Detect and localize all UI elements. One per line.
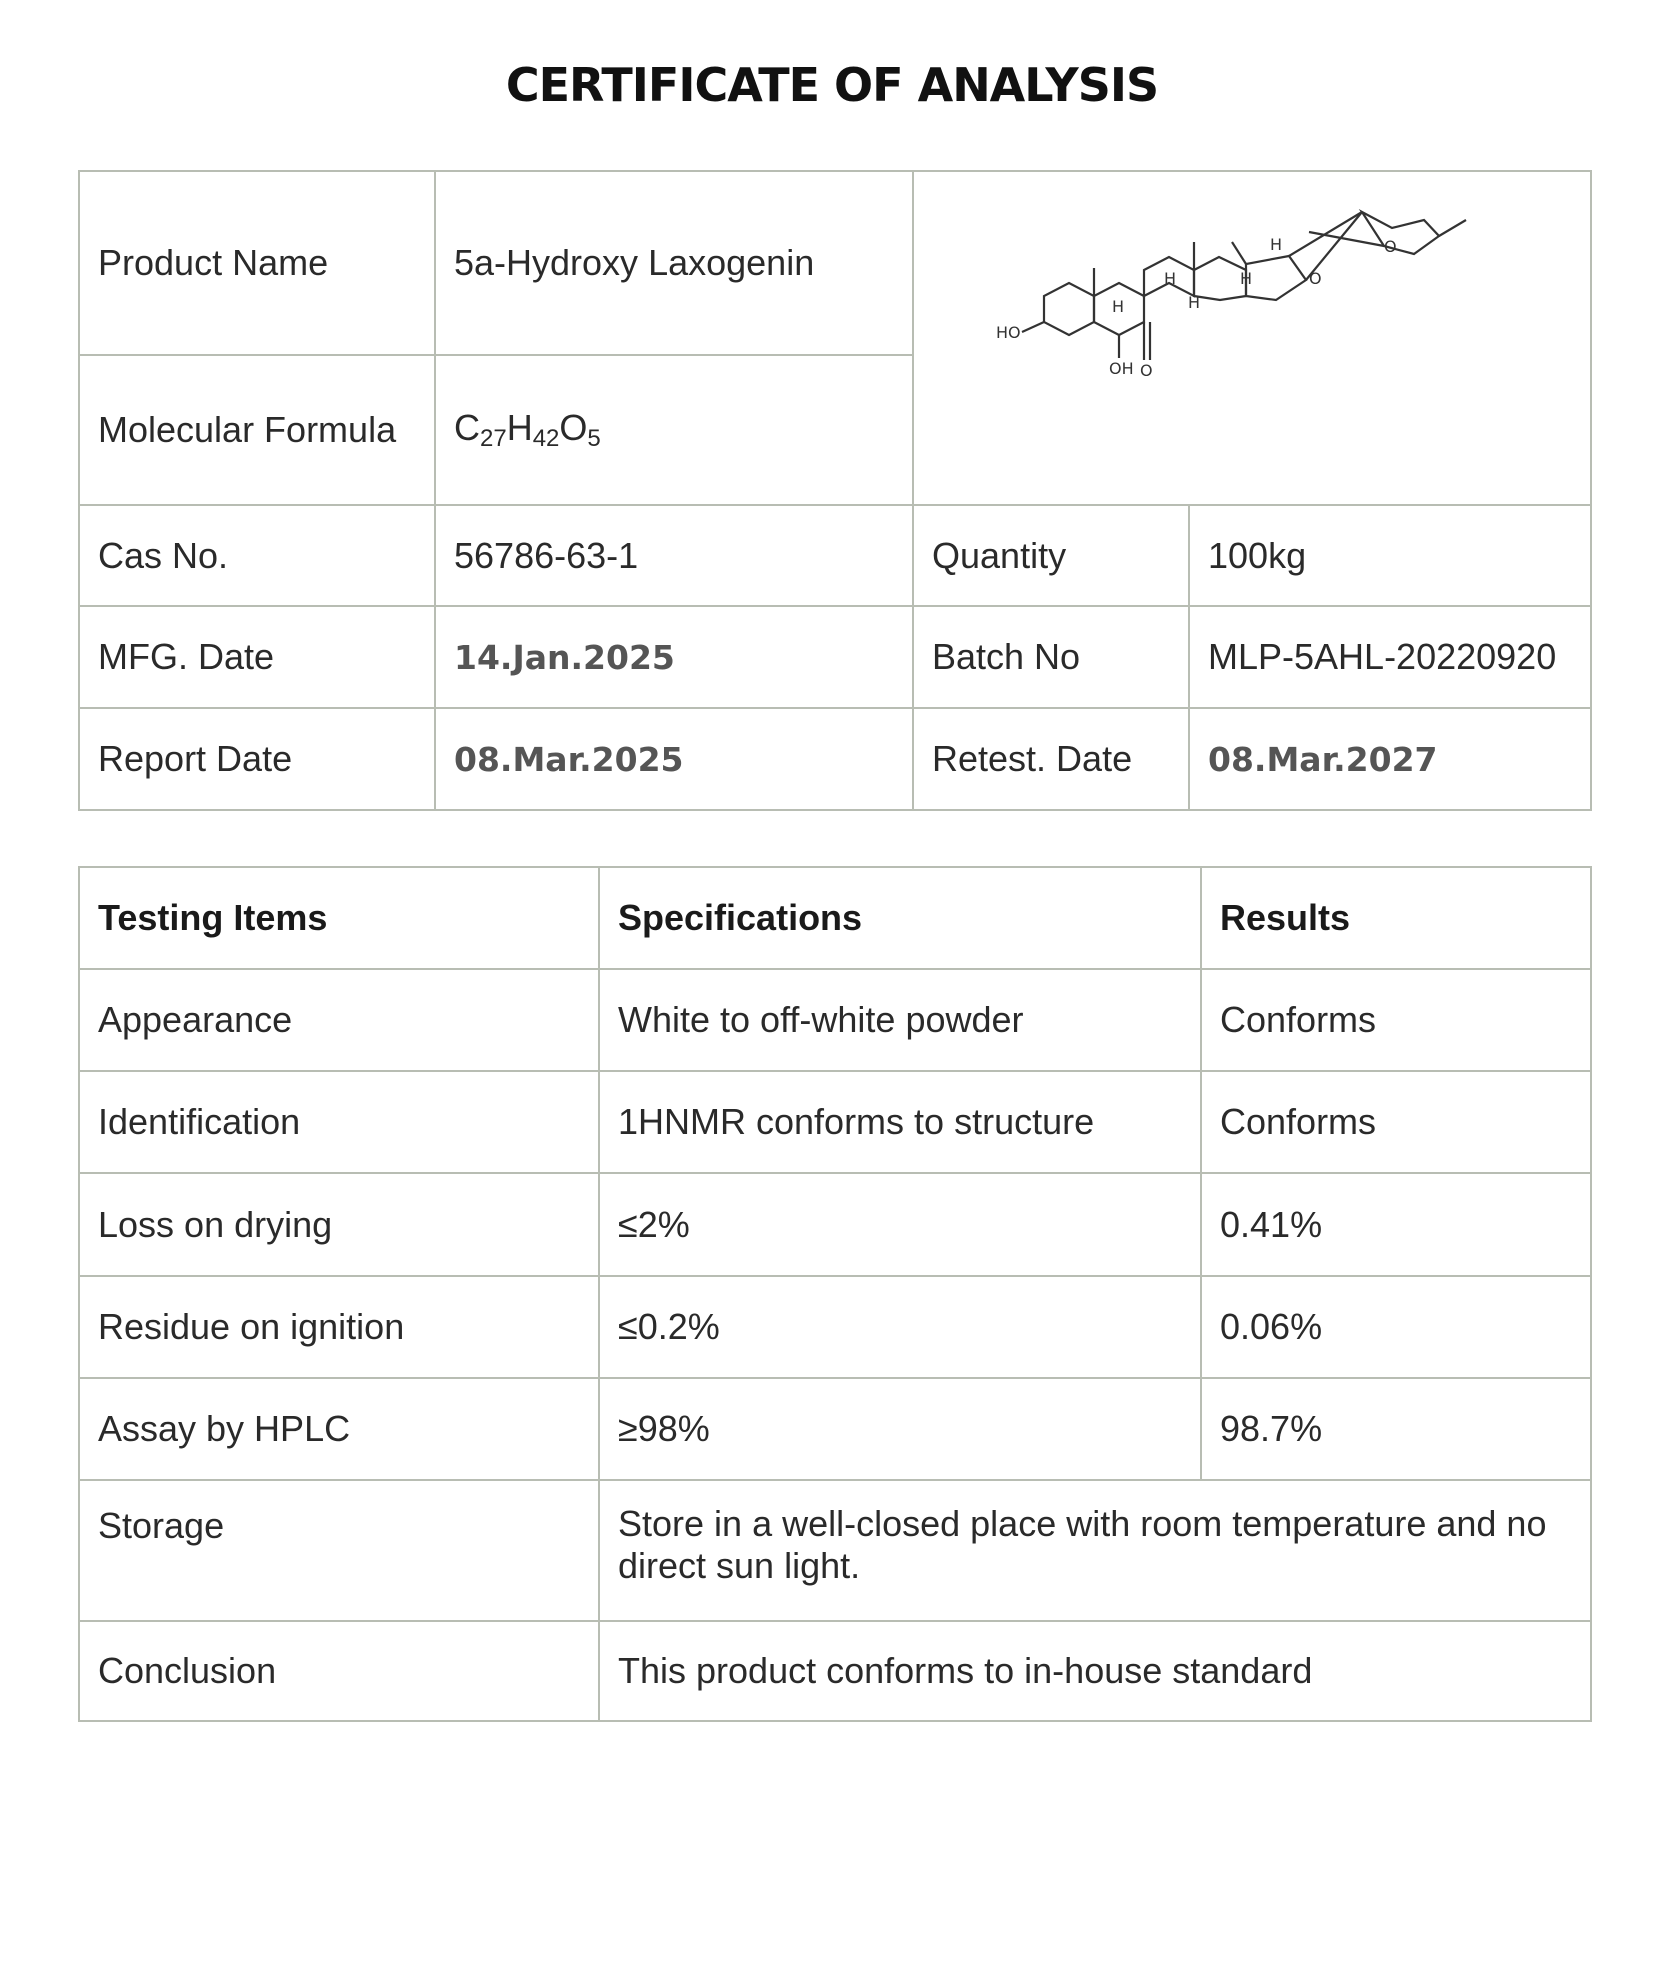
test-spec: White to off-white powder [599, 969, 1201, 1071]
cas-label: Cas No. [79, 505, 435, 606]
h-label-1: H [1112, 297, 1125, 316]
report-date-label: Report Date [79, 708, 435, 810]
batch-no-value: MLP-5AHL-20220920 [1189, 606, 1591, 708]
document-title: CERTIFICATE OF ANALYSIS [505, 58, 1159, 112]
conclusion-value: This product conforms to in-house standard [599, 1621, 1591, 1721]
ketone-oxygen-label: O [1140, 361, 1153, 380]
product-info-table [78, 170, 1592, 811]
storage-value: Store in a well-closed place with room temperature and no direct sun light. [599, 1480, 1591, 1621]
test-item: Assay by HPLC [79, 1378, 599, 1480]
test-item: Appearance [79, 969, 599, 1071]
ho-group-label: HO [996, 323, 1021, 342]
test-results-table [78, 866, 1592, 1722]
test-result: 0.41% [1201, 1173, 1591, 1276]
storage-label: Storage [79, 1480, 599, 1621]
product-name-value: 5a-Hydroxy Laxogenin [435, 171, 913, 355]
batch-no-label: Batch No [913, 606, 1189, 708]
test-item: Loss on drying [79, 1173, 599, 1276]
mfg-date-value: 14.Jan.2025 [435, 606, 913, 708]
h-label-2: H [1164, 269, 1177, 288]
test-item: Identification [79, 1071, 599, 1173]
test-result: Conforms [1201, 969, 1591, 1071]
test-spec: ≥98% [599, 1378, 1201, 1480]
header-testing-items: Testing Items [79, 867, 599, 969]
conclusion-label: Conclusion [79, 1621, 599, 1721]
test-result: 0.06% [1201, 1276, 1591, 1378]
table-header-row [79, 867, 1591, 969]
retest-date-value: 08.Mar.2027 [1189, 708, 1591, 810]
ring-oxygen-label: O [1309, 269, 1322, 288]
test-spec: ≤0.2% [599, 1276, 1201, 1378]
conclusion-row [79, 1621, 1591, 1721]
h-label-4: H [1240, 269, 1253, 288]
quantity-label: Quantity [913, 505, 1189, 606]
test-result: 98.7% [1201, 1378, 1591, 1480]
table-row [79, 1071, 1591, 1173]
table-row [79, 1276, 1591, 1378]
formula-value: $C_{27}H_{42}O_5$ [435, 355, 913, 505]
header-specifications: Specifications [599, 867, 1201, 969]
table-row [79, 969, 1591, 1071]
structure-cell [913, 171, 1591, 505]
formula-label: Molecular Formula [79, 355, 435, 505]
quantity-value: 100kg [1189, 505, 1591, 606]
report-date-value: 08.Mar.2025 [435, 708, 913, 810]
table-row [79, 1173, 1591, 1276]
test-spec: ≤2% [599, 1173, 1201, 1276]
product-name-label: Product Name [79, 171, 435, 355]
cas-value: 56786-63-1 [435, 505, 913, 606]
storage-row [79, 1480, 1591, 1621]
pyran-oxygen-label: O [1384, 237, 1397, 256]
h-label-5: H [1270, 235, 1283, 254]
molecular-structure-image [914, 172, 1590, 504]
test-spec: 1HNMR conforms to structure [599, 1071, 1201, 1173]
retest-date-label: Retest. Date [913, 708, 1189, 810]
h-label-3: H [1188, 293, 1201, 312]
oh-group-label: OH [1109, 359, 1134, 378]
test-item: Residue on ignition [79, 1276, 599, 1378]
header-results: Results [1201, 867, 1591, 969]
table-row [79, 1378, 1591, 1480]
mfg-date-label: MFG. Date [79, 606, 435, 708]
test-result: Conforms [1201, 1071, 1591, 1173]
